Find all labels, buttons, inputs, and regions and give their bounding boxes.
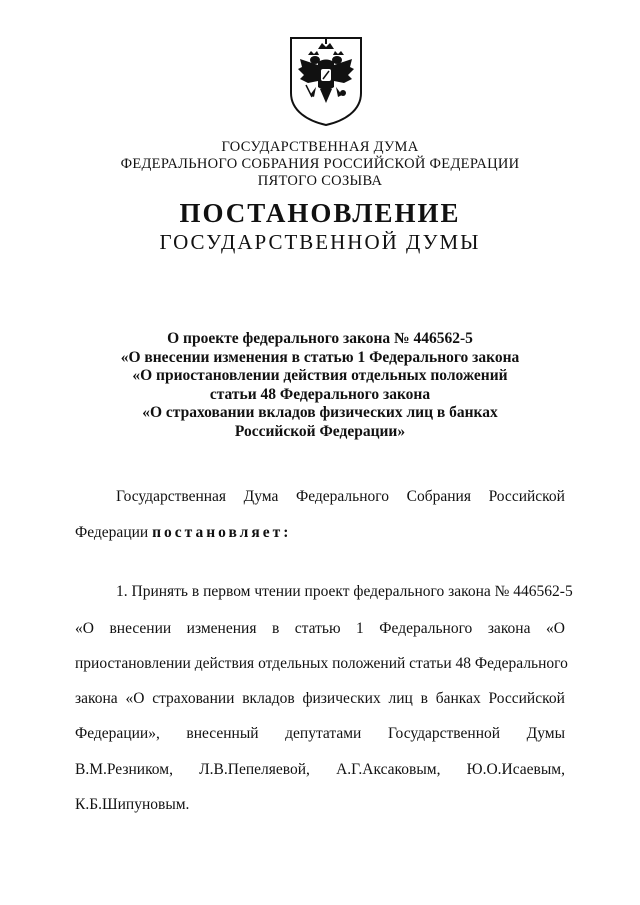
item1-line5: Федерации», внесенный депутатами Государственной Думы [75, 725, 565, 742]
decree-word: постановляет: [152, 524, 292, 541]
resolution-title [0, 330, 640, 441]
document-type-heading: ПОСТАНОВЛЕНИЕ [179, 198, 461, 228]
item1-line7: К.Б.Шипуновым. [75, 796, 190, 813]
title-line: О проекте федерального закона № 446562-5 [167, 330, 473, 347]
state-emblem-icon [288, 35, 364, 127]
item1-line3: приостановлении действия отдельных положений статьи 48 Федерального [75, 655, 568, 672]
document-issuer-heading: ГОСУДАРСТВЕННОЙ ДУМЫ [159, 230, 481, 254]
convocation-line: ПЯТОГО СОЗЫВА [257, 173, 383, 189]
title-line: «О внесении изменения в статью 1 Федерального закона [120, 348, 520, 366]
org-name-line2: ФЕДЕРАЛЬНОГО СОБРАНИЯ РОССИЙСКОЙ ФЕДЕРАЦИИ [120, 156, 520, 172]
item1-line2: «О внесении изменения в статью 1 Федерального закона «О [75, 620, 565, 637]
title-line: «О приостановлении действия отдельных положений [132, 367, 508, 384]
preamble-line2: Федерации постановляет: [75, 524, 292, 541]
title-line: «О страховании вкладов физических лиц в банках [142, 404, 498, 421]
title-line: Российской Федерации» [234, 422, 406, 440]
item1-line4: закона «О страховании вкладов физических лиц в банках Российской [75, 690, 565, 707]
item1-line6: В.М.Резником, Л.В.Пепеляевой, А.Г.Аксаковым, Ю.О.Исаевым, [75, 761, 565, 778]
item1-line1: 1. Принять в первом чтении проект федерального закона № 446562-5 [116, 583, 573, 600]
preamble-line1: Государственная Дума Федерального Собрания Российской [116, 488, 565, 505]
title-line: статьи 48 Федерального закона [209, 385, 431, 403]
org-name-line1: ГОСУДАРСТВЕННАЯ ДУМА [221, 139, 419, 155]
